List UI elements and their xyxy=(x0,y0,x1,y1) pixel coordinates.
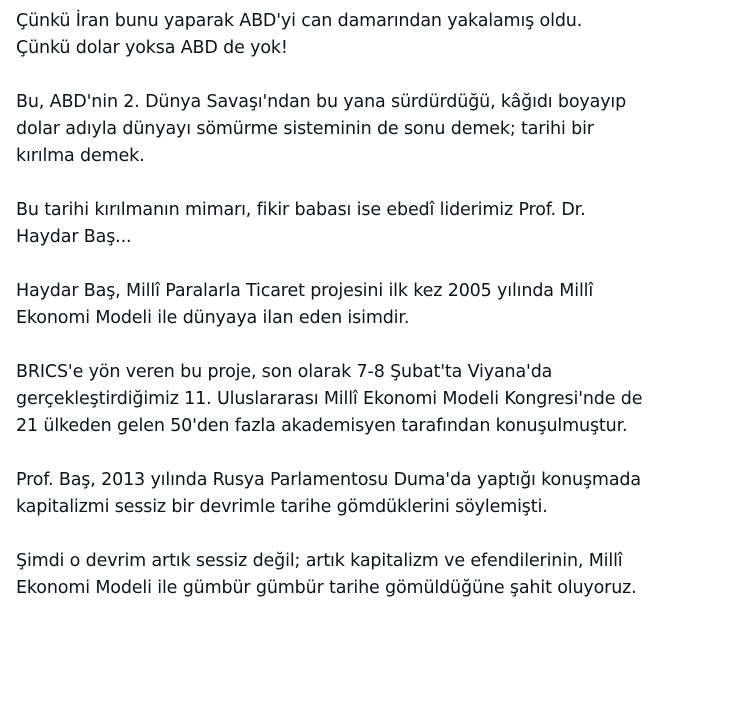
text-line: Ekonomi Modeli ile gümbür gümbür tarihe gömüldüğüne şahit oluyoruz. xyxy=(16,578,637,598)
text-line: kapitalizmi sessiz bir devrimle tarihe gömdüklerini söylemişti. xyxy=(16,497,548,517)
text-line: Şimdi o devrim artık sessiz değil; artık kapitalizm ve efendilerinin, Millî xyxy=(16,551,623,571)
paragraph-4 xyxy=(16,278,742,332)
text-line: gerçekleştirdiğimiz 11. Uluslararası Millî Ekonomi Modeli Kongresi'nde de xyxy=(16,389,643,409)
text-line: Ekonomi Modeli ile dünyaya ilan eden isimdir. xyxy=(16,308,410,328)
text-line: Çünkü İran bunu yaparak ABD'yi can damarından yakalamış oldu. xyxy=(16,11,583,31)
text-line: Haydar Baş, Millî Paralarla Ticaret projesini ilk kez 2005 yılında Millî xyxy=(16,281,594,301)
text-line: Bu, ABD'nin 2. Dünya Savaşı'ndan bu yana sürdürdüğü, kâğıdı boyayıp xyxy=(16,92,627,112)
paragraph-2 xyxy=(16,89,742,170)
text-line: BRICS'e yön veren bu proje, son olarak 7-8 Şubat'ta Viyana'da xyxy=(16,362,553,382)
text-line: Bu tarihi kırılmanın mimarı, fikir babası ise ebedî liderimiz Prof. Dr. xyxy=(16,200,586,220)
text-line: dolar adıyla dünyayı sömürme sisteminin de sonu demek; tarihi bir xyxy=(16,119,594,139)
paragraph-7 xyxy=(16,548,742,602)
paragraph-3 xyxy=(16,197,742,251)
paragraph-5 xyxy=(16,359,742,440)
text-line: kırılma demek. xyxy=(16,146,145,166)
paragraph-1 xyxy=(16,8,742,62)
text-line: 21 ülkeden gelen 50'den fazla akademisyen tarafından konuşulmuştur. xyxy=(16,416,628,436)
text-line: Haydar Baş... xyxy=(16,227,132,247)
text-line: Prof. Baş, 2013 yılında Rusya Parlamentosu Duma'da yaptığı konuşmada xyxy=(16,470,641,490)
post-text xyxy=(16,8,742,629)
text-line: Çünkü dolar yoksa ABD de yok! xyxy=(16,38,288,58)
paragraph-6 xyxy=(16,467,742,521)
